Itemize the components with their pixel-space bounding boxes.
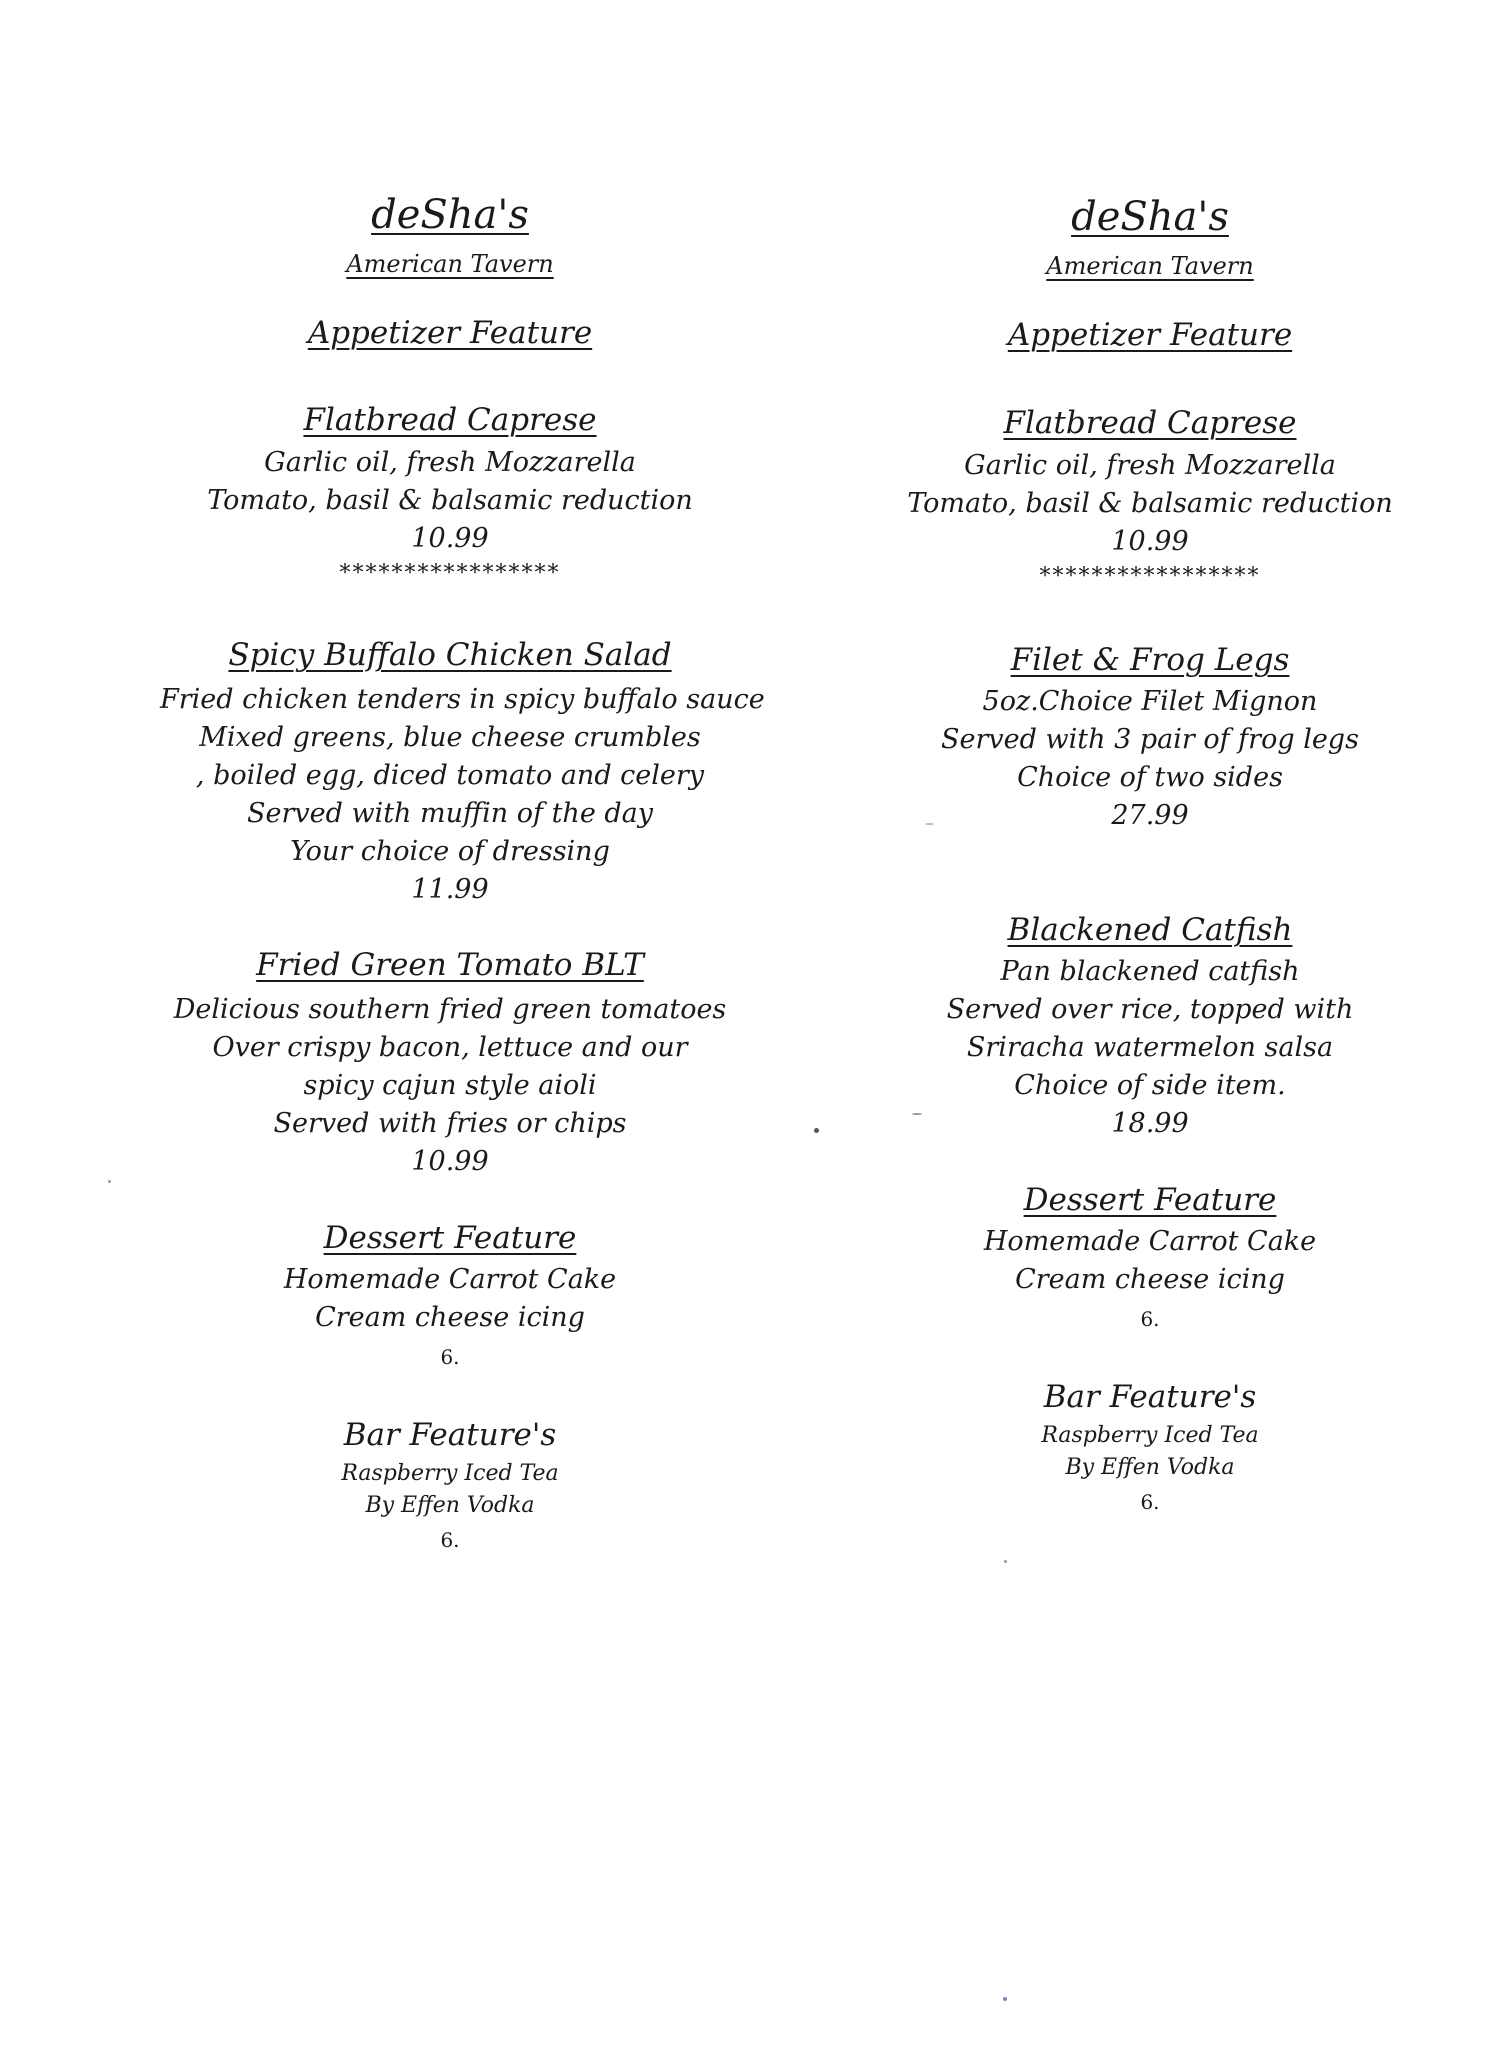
- appetizer-line: Garlic oil, fresh Mozzarella: [964, 450, 1336, 481]
- special-line: Fried chicken tenders in spicy buffalo sauce: [160, 684, 765, 715]
- bar-title: Bar Feature's: [1043, 1379, 1257, 1415]
- special-price: 10.99: [411, 1146, 489, 1177]
- dessert-price: 6.: [440, 1345, 460, 1369]
- special-price: 27.99: [1111, 800, 1189, 831]
- special-line: Served with muffin of the day: [246, 798, 654, 829]
- special-line: Mixed greens, blue cheese crumbles: [199, 722, 701, 753]
- special-line: 5oz.Choice Filet Mignon: [982, 686, 1318, 717]
- scan-speck: [912, 1113, 922, 1115]
- separator: *****************: [1039, 564, 1261, 589]
- appetizer-section-title: Appetizer Feature: [1007, 317, 1293, 353]
- special-price: 18.99: [1111, 1108, 1189, 1139]
- appetizer-name: Flatbread Caprese: [303, 402, 597, 438]
- special-line: Served over rice, topped with: [946, 994, 1354, 1025]
- special-line: Over crispy bacon, lettuce and our: [212, 1032, 688, 1063]
- special-line: Delicious southern fried green tomatoes: [173, 994, 727, 1025]
- appetizer-name: Flatbread Caprese: [1003, 405, 1297, 441]
- scan-speck: [814, 1128, 819, 1133]
- restaurant-subtitle: American Tavern: [1046, 252, 1254, 280]
- special-name: Filet & Frog Legs: [1010, 642, 1290, 678]
- scan-speck: [1004, 1560, 1007, 1563]
- bar-price: 6.: [1140, 1490, 1160, 1514]
- special-name: Blackened Catfish: [1007, 912, 1293, 948]
- special-line: Pan blackened catfish: [1000, 956, 1300, 987]
- scan-speck: [108, 1180, 111, 1183]
- appetizer-price: 10.99: [411, 523, 489, 554]
- dessert-line: Cream cheese icing: [1015, 1264, 1285, 1295]
- bar-line: Raspberry Iced Tea: [341, 1461, 559, 1486]
- bar-line: By Effen Vodka: [365, 1493, 535, 1518]
- special-line: Choice of two sides: [1017, 762, 1283, 793]
- restaurant-name: deSha's: [371, 192, 529, 238]
- scan-speck: [1003, 1997, 1007, 2001]
- dessert-line: Cream cheese icing: [315, 1302, 585, 1333]
- dessert-title: Dessert Feature: [323, 1220, 577, 1256]
- special-line: , boiled egg, diced tomato and celery: [195, 760, 705, 791]
- special-line: Sriracha watermelon salsa: [966, 1032, 1334, 1063]
- special-line: Served with 3 pair of frog legs: [941, 724, 1359, 755]
- restaurant-name: deSha's: [1071, 194, 1229, 240]
- appetizer-line: Tomato, basil & balsamic reduction: [207, 485, 693, 516]
- special-line: spicy cajun style aioli: [303, 1070, 597, 1101]
- appetizer-line: Garlic oil, fresh Mozzarella: [264, 447, 636, 478]
- special-line: Your choice of dressing: [290, 836, 610, 867]
- special-name: Fried Green Tomato BLT: [256, 947, 644, 983]
- scan-speck: [925, 823, 934, 825]
- dessert-title: Dessert Feature: [1023, 1182, 1277, 1218]
- bar-line: Raspberry Iced Tea: [1041, 1423, 1259, 1448]
- appetizer-section-title: Appetizer Feature: [307, 315, 593, 351]
- dessert-line: Homemade Carrot Cake: [283, 1264, 617, 1295]
- special-line: Served with fries or chips: [273, 1108, 627, 1139]
- special-line: Choice of side item.: [1014, 1070, 1286, 1101]
- appetizer-line: Tomato, basil & balsamic reduction: [907, 488, 1393, 519]
- bar-line: By Effen Vodka: [1065, 1455, 1235, 1480]
- special-price: 11.99: [411, 874, 489, 905]
- restaurant-subtitle: American Tavern: [346, 250, 554, 278]
- bar-price: 6.: [440, 1528, 460, 1552]
- dessert-price: 6.: [1140, 1307, 1160, 1331]
- bar-title: Bar Feature's: [343, 1417, 557, 1453]
- dessert-line: Homemade Carrot Cake: [983, 1226, 1317, 1257]
- separator: *****************: [339, 561, 561, 586]
- special-name: Spicy Buffalo Chicken Salad: [228, 637, 672, 673]
- appetizer-price: 10.99: [1111, 526, 1189, 557]
